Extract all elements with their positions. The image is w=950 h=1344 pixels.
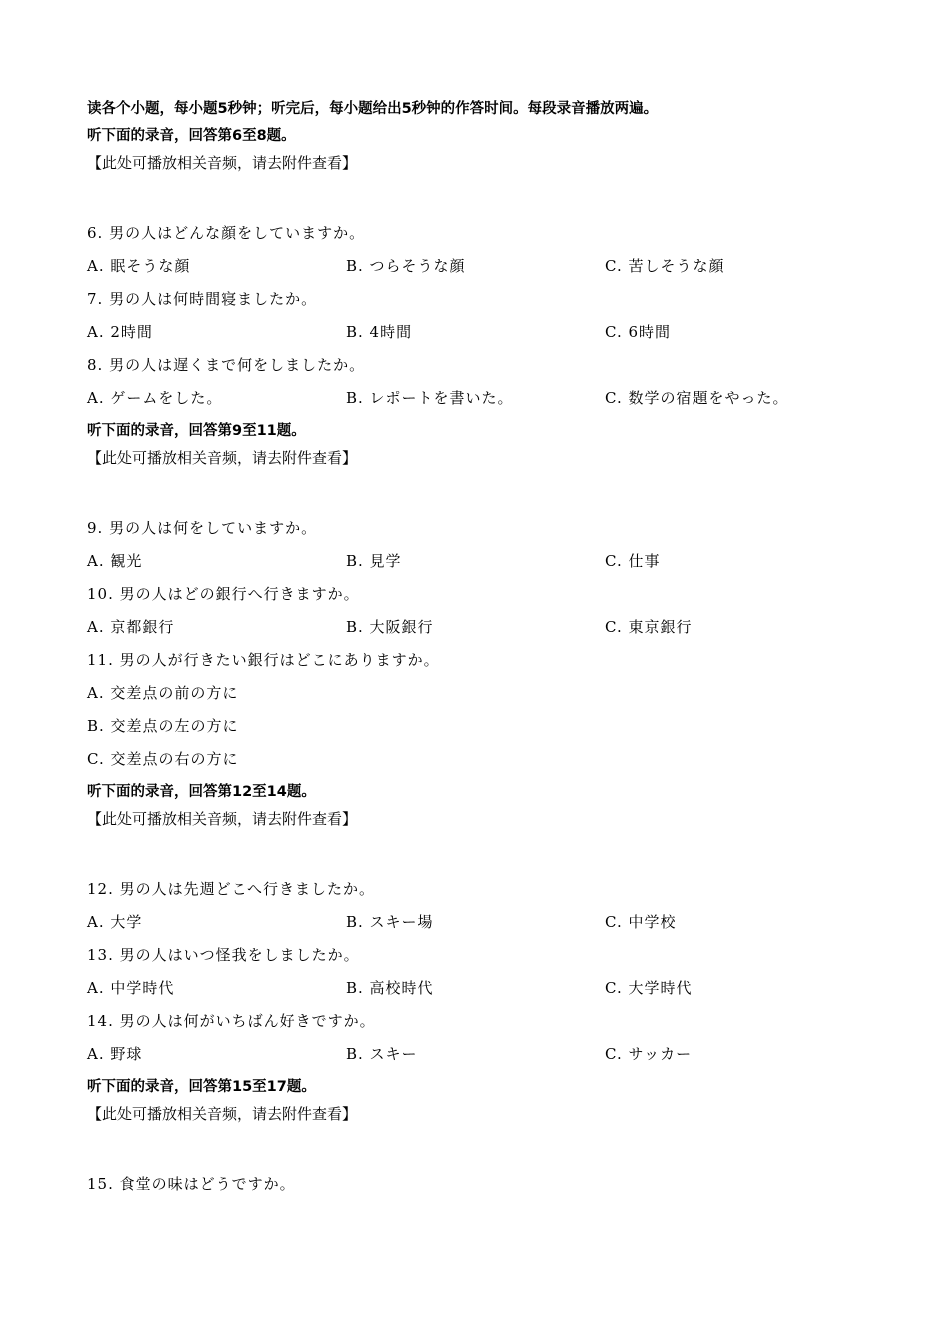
question-15: 15. 食堂の味はどうですか。 <box>87 1175 296 1193</box>
question-9-options <box>87 549 877 582</box>
exam-page <box>87 97 877 1205</box>
audio-note[interactable]: 【此处可播放相关音频，请去附件查看】 <box>87 810 358 828</box>
section-header-15-17: 听下面的录音，回答第15至17题。 <box>87 1079 316 1095</box>
option-b[interactable]: B. 4時間 <box>346 323 413 341</box>
question-10: 10. 男の人はどの銀行へ行きますか。 <box>87 585 360 603</box>
question-7-options <box>87 320 877 353</box>
option-b[interactable]: B. スキー場 <box>346 913 434 931</box>
question-14-options <box>87 1042 877 1075</box>
option-a[interactable]: A. 中学時代 <box>87 979 175 997</box>
section-header-6-8: 听下面的录音，回答第6至8题。 <box>87 128 296 144</box>
option-c[interactable]: C. 交差点の右の方に <box>87 750 239 768</box>
option-c[interactable]: C. 苦しそうな顔 <box>605 257 725 275</box>
option-a[interactable]: A. 京都銀行 <box>87 618 175 636</box>
question-12-options <box>87 910 877 943</box>
question-12: 12. 男の人は先週どこへ行きましたか。 <box>87 880 376 898</box>
option-c[interactable]: C. 数学の宿題をやった。 <box>605 389 789 407</box>
question-13: 13. 男の人はいつ怪我をしましたか。 <box>87 946 360 964</box>
question-6: 6. 男の人はどんな顔をしていますか。 <box>87 224 366 242</box>
audio-note[interactable]: 【此处可播放相关音频，请去附件查看】 <box>87 449 358 467</box>
question-8-options <box>87 386 877 419</box>
question-14: 14. 男の人は何がいちばん好きですか。 <box>87 1012 376 1030</box>
question-9: 9. 男の人は何をしていますか。 <box>87 519 318 537</box>
option-c[interactable]: C. 東京銀行 <box>605 618 693 636</box>
section-header-12-14: 听下面的录音，回答第12至14题。 <box>87 784 316 800</box>
option-b[interactable]: B. 大阪銀行 <box>346 618 434 636</box>
section-header-9-11: 听下面的录音，回答第9至11题。 <box>87 423 306 439</box>
option-a[interactable]: A. 観光 <box>87 552 143 570</box>
option-c[interactable]: C. サッカー <box>605 1045 693 1063</box>
question-11-option-c-row <box>87 747 877 780</box>
question-8: 8. 男の人は遅くまで何をしましたか。 <box>87 356 366 374</box>
option-c[interactable]: C. 中学校 <box>605 913 677 931</box>
option-b[interactable]: B. 高校時代 <box>346 979 434 997</box>
audio-note[interactable]: 【此处可播放相关音频，请去附件查看】 <box>87 154 358 172</box>
option-c[interactable]: C. 6時間 <box>605 323 672 341</box>
option-a[interactable]: A. 交差点の前の方に <box>87 684 239 702</box>
question-13-options <box>87 976 877 1009</box>
option-b[interactable]: B. 交差点の左の方に <box>87 717 239 735</box>
option-a[interactable]: A. 眠そうな顔 <box>87 257 191 275</box>
option-c[interactable]: C. 大学時代 <box>605 979 693 997</box>
question-6-options <box>87 254 877 287</box>
option-a[interactable]: A. 大学 <box>87 913 143 931</box>
question-7: 7. 男の人は何時間寝ましたか。 <box>87 290 318 308</box>
question-11: 11. 男の人が行きたい銀行はどこにありますか。 <box>87 651 440 669</box>
question-10-options <box>87 615 877 648</box>
option-b[interactable]: B. 見学 <box>346 552 402 570</box>
option-a[interactable]: A. 野球 <box>87 1045 143 1063</box>
audio-note[interactable]: 【此处可播放相关音频，请去附件查看】 <box>87 1105 358 1123</box>
option-c[interactable]: C. 仕事 <box>605 552 661 570</box>
option-a[interactable]: A. ゲームをした。 <box>87 389 223 407</box>
option-b[interactable]: B. レポートを書いた。 <box>346 389 514 407</box>
question-11-option-b-row <box>87 714 877 747</box>
question-11-option-a-row <box>87 681 877 714</box>
option-b[interactable]: B. スキー <box>346 1045 418 1063</box>
option-a[interactable]: A. 2時間 <box>87 323 153 341</box>
option-b[interactable]: B. つらそうな顔 <box>346 257 466 275</box>
intro-instruction: 读各个小题，每小题5秒钟；听完后，每小题给出5秒钟的作答时间。每段录音播放两遍。 <box>87 101 659 117</box>
